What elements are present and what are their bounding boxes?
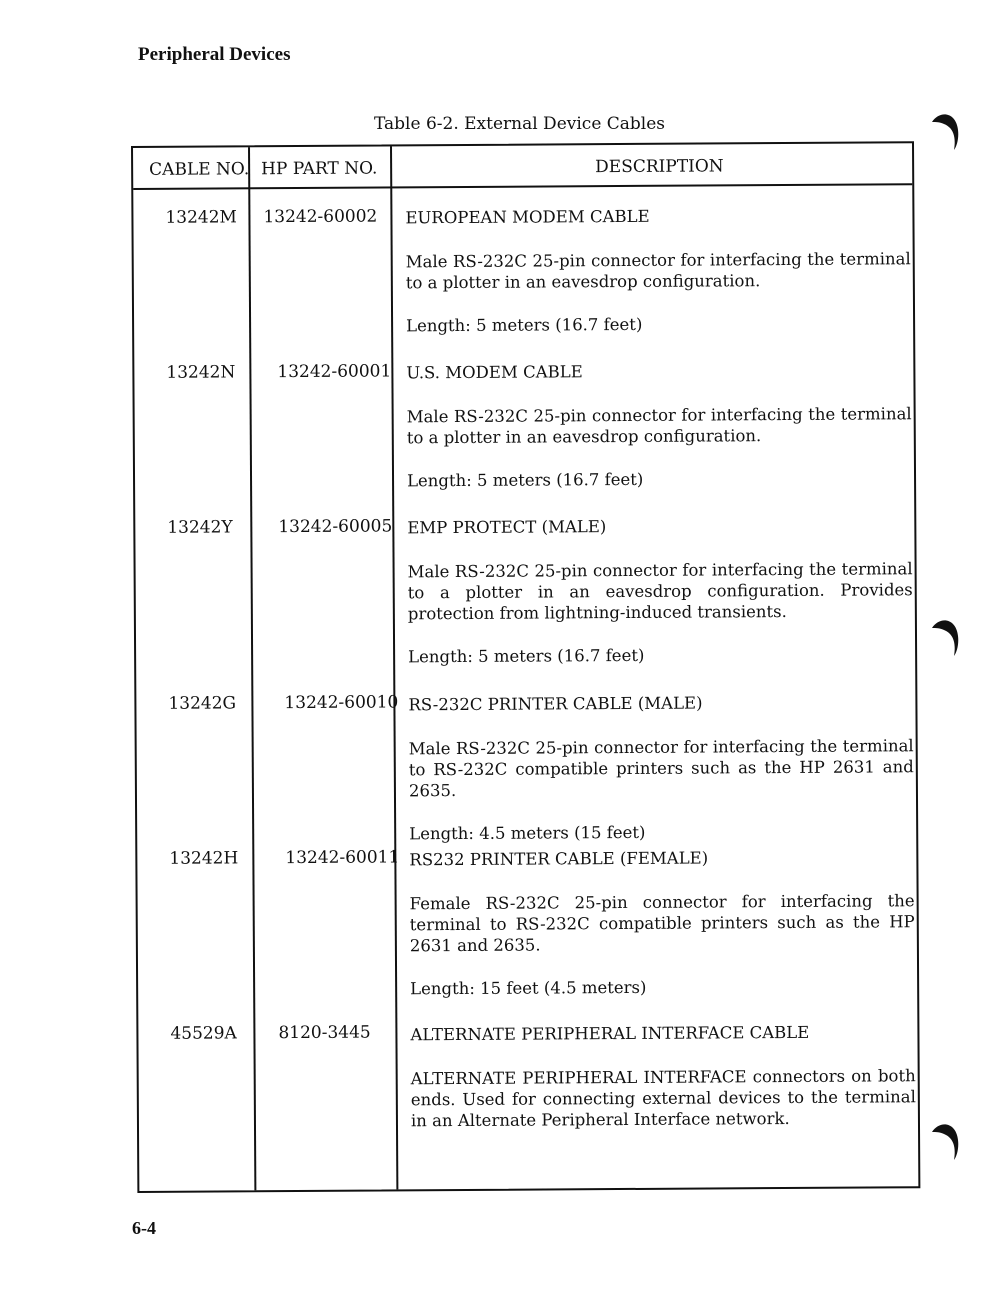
part-no-cell: 13242-60005 — [278, 516, 393, 538]
part-no-cell: 13242-60001 — [277, 361, 392, 383]
header-part-no: HP PART NO. — [261, 158, 378, 180]
cable-title: RS-232C PRINTER CABLE (MALE) — [408, 693, 703, 715]
page-number: 6-4 — [132, 1218, 156, 1238]
cable-length: Length: 15 feet (4.5 meters) — [410, 977, 647, 999]
header-description: DESCRIPTION — [595, 156, 724, 178]
binder-hole-mark-icon — [930, 614, 960, 658]
cable-title: U.S. MODEM CABLE — [406, 362, 583, 383]
cable-description: Male RS-232C 25-pin connector for interfacing the terminal to a plotter in an eavesdrop configuration. — [405, 249, 911, 293]
table-caption: Table 6-2. External Device Cables — [374, 114, 666, 134]
cable-length: Length: 5 meters (16.7 feet) — [406, 314, 643, 336]
cable-title: RS232 PRINTER CABLE (FEMALE) — [409, 848, 709, 870]
cable-title: ALTERNATE PERIPHERAL INTERFACE CABLE — [410, 1022, 810, 1045]
binder-hole-mark-icon — [930, 1118, 960, 1162]
binder-hole-mark-icon — [930, 108, 960, 152]
cable-length: Length: 5 meters (16.7 feet) — [408, 645, 645, 667]
cable-no-cell: 45529A — [170, 1023, 237, 1044]
cable-length: Length: 4.5 meters (15 feet) — [409, 822, 646, 844]
cable-no-cell: 13242Y — [167, 517, 233, 538]
description-cell — [408, 691, 914, 866]
cables-table — [131, 141, 920, 1193]
page-header: Peripheral Devices — [138, 44, 291, 65]
cable-description: Male RS-232C 25-pin connector for interfacing the terminal to a plotter in an eavesdrop configuration. Provides protection from lightning-induced transients. — [407, 559, 913, 624]
cable-title: EUROPEAN MODEM CABLE — [405, 206, 650, 228]
cable-no-cell: 13242G — [168, 693, 237, 714]
part-no-cell: 13242-60011 — [285, 847, 400, 869]
column-divider — [248, 147, 256, 1190]
column-divider — [390, 146, 398, 1189]
description-cell — [405, 204, 911, 358]
header-cable-no: CABLE NO. — [149, 159, 250, 180]
description-cell — [406, 359, 912, 513]
cable-description: ALTERNATE PERIPHERAL INTERFACE connectors on both ends. Used for connecting external devices to the terminal in an Alternate Peripheral Interface network. — [410, 1066, 916, 1131]
part-no-cell: 13242-60002 — [263, 206, 378, 228]
cable-no-cell: 13242N — [166, 362, 236, 383]
cable-length: Length: 5 meters (16.7 feet) — [406, 469, 644, 491]
cable-no-cell: 13242M — [165, 207, 237, 228]
description-cell — [410, 1021, 916, 1153]
part-no-cell: 13242-60010 — [284, 692, 399, 714]
part-no-cell: 8120-3445 — [278, 1022, 371, 1044]
description-cell — [407, 514, 913, 689]
cable-description: Male RS-232C 25-pin connector for interfacing the terminal to a plotter in an eavesdrop configuration. — [406, 404, 912, 448]
cable-description: Male RS-232C 25-pin connector for interfacing the terminal to RS-232C compatible printers such as the HP 2631 and 2635. — [408, 736, 914, 801]
cable-no-cell: 13242H — [169, 848, 239, 869]
cable-description: Female RS-232C 25-pin connector for interfacing the terminal to RS-232C compatible printers such as the HP 2631 and 2635. — [409, 891, 915, 956]
description-cell — [409, 846, 915, 1021]
cable-title: EMP PROTECT (MALE) — [407, 517, 607, 538]
